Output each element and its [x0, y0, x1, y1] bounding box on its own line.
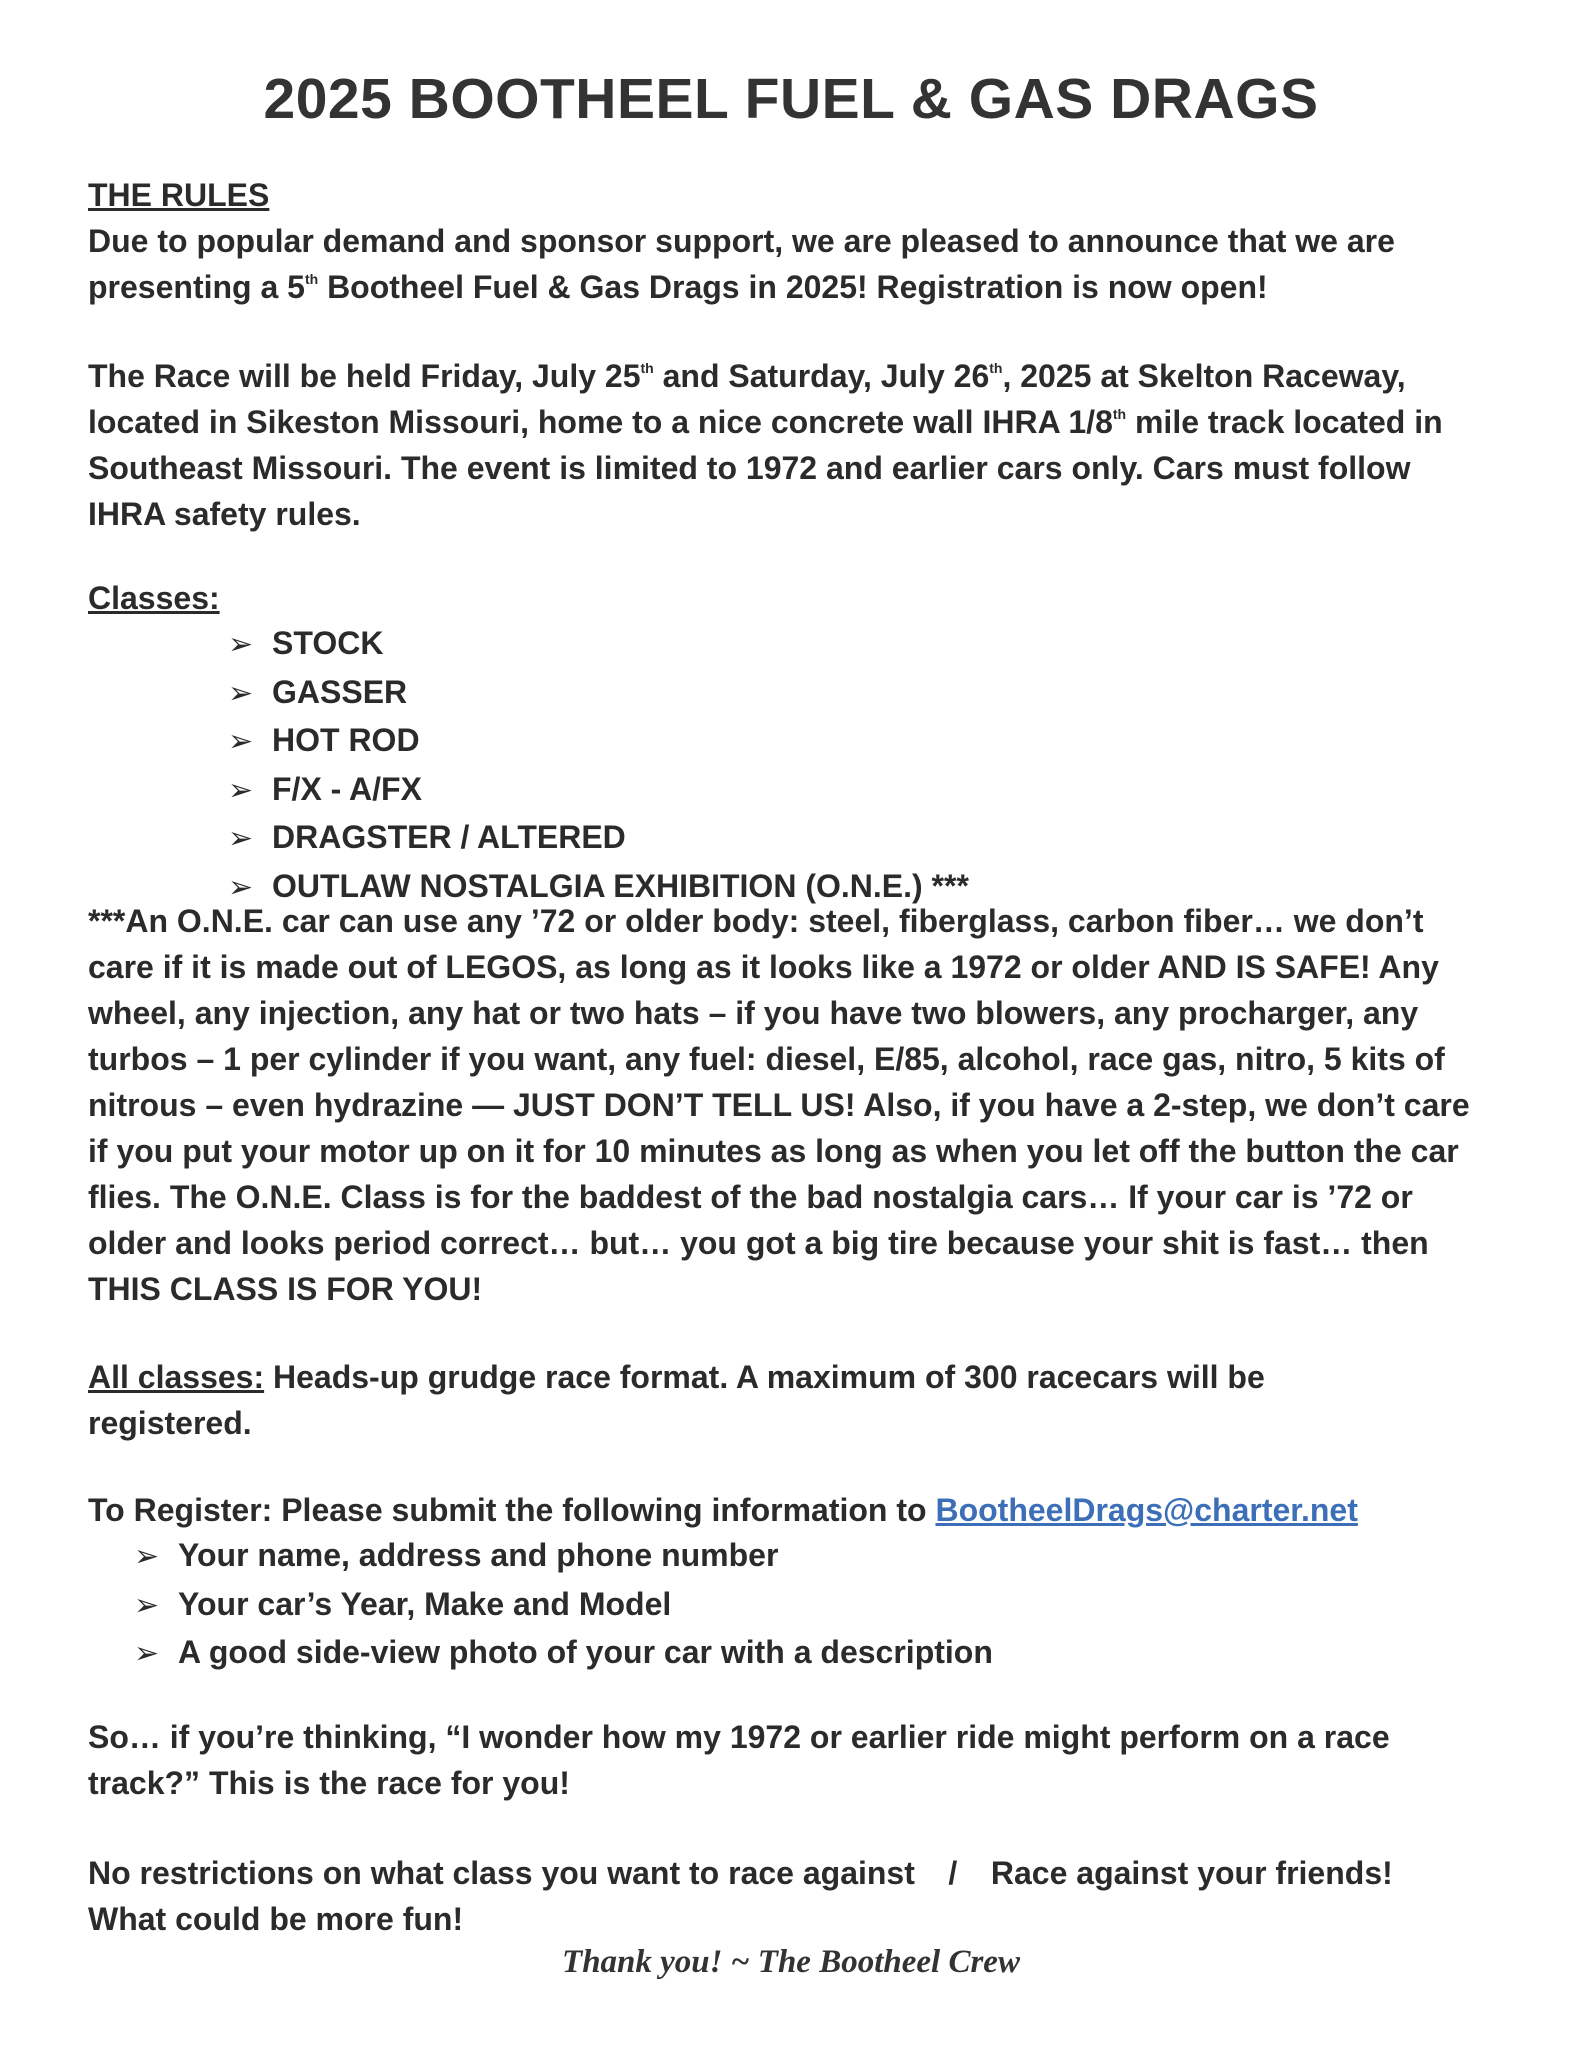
- register-item: Your name, address and phone number: [178, 1537, 779, 1573]
- all-classes-text: Heads-up grudge race format. A maximum of 300 racecars will be registered.: [88, 1359, 1265, 1441]
- race-info-text-1: The Race will be held Friday, July 25: [88, 358, 641, 394]
- list-item: [134, 1581, 993, 1630]
- rules-intro-ordinal: th: [304, 271, 319, 287]
- signoff: Thank you! ~ The Bootheel Crew: [562, 1944, 1020, 1980]
- list-item: [228, 766, 969, 815]
- closing-fun: What could be more fun!: [88, 1901, 464, 1937]
- arrowhead-bullet-icon: ➢: [228, 773, 254, 807]
- register-item: A good side-view photo of your car with a description: [178, 1634, 993, 1670]
- race-info-paragraph: [88, 353, 1458, 537]
- rules-intro-text-b: Bootheel Fuel & Gas Drags in 2025! Registration is now open!: [318, 269, 1268, 305]
- class-name: GASSER: [272, 673, 408, 710]
- rules-intro: [88, 218, 1508, 310]
- arrowhead-bullet-icon: ➢: [228, 676, 254, 710]
- all-classes-label: All classes:: [88, 1359, 265, 1395]
- register-item: Your car’s Year, Make and Model: [178, 1585, 672, 1622]
- class-name: F/X - A/FX: [272, 770, 422, 807]
- all-classes-paragraph: [88, 1354, 1388, 1446]
- class-name: OUTLAW NOSTALGIA EXHIBITION (O.N.E.) ***: [272, 867, 969, 904]
- arrowhead-bullet-icon: ➢: [134, 1540, 160, 1573]
- race-info-text-3: , 2025 at Skelton Raceway, located in Sikeston Missouri, home to a nice concrete wall IHRA 1/8: [88, 358, 1406, 440]
- race-friends-text: Race against your friends!: [990, 1855, 1393, 1891]
- list-item: [134, 1532, 993, 1581]
- arrowhead-bullet-icon: ➢: [228, 725, 254, 758]
- register-list: [134, 1532, 993, 1678]
- arrowhead-bullet-icon: ➢: [228, 870, 254, 904]
- register-text: To Register: Please submit the following information to: [88, 1492, 936, 1528]
- arrowhead-bullet-icon: ➢: [134, 1588, 160, 1622]
- no-restrictions-line: [88, 1850, 1508, 1896]
- no-restrictions-text: No restrictions on what class you want to race against: [88, 1855, 915, 1891]
- page-title: 2025 BOOTHEEL FUEL & GAS DRAGS: [263, 67, 1319, 131]
- list-item: [134, 1629, 993, 1678]
- arrowhead-bullet-icon: ➢: [228, 628, 254, 661]
- race-info-text-4: mile track located in Southeast Missouri. The event is limited to 1972 and earlier cars only. Cars must follow IHRA safety rules.: [88, 404, 1443, 532]
- one-class-description: ***An O.N.E. car can use any ’72 or older body: steel, fiberglass, carbon fiber… we don’t care if it is made out of LEGOS, as long as it looks like a 1972 or older AND IS SAFE! Any wheel, any injection, any hat or two hats – if you have two blowers, any procharger, any turbos – 1 per cylinder if you want, any fuel: diesel, E/85, alcohol, race gas, nitro, 5 kits of nitrous – even hydrazine — JUST DON’T TELL US! Also, if you have a 2-step, we don’t care if you put your motor up on it for 10 minutes as long as when you let off the button the car flies. The O.N.E. Class is for the baddest of the bad nostalgia cars… If your car is ’72 or older and looks period correct… but… you got a big tire because your shit is fast… then THIS CLASS IS FOR YOU!: [88, 903, 1470, 1307]
- classes-list: [228, 620, 969, 911]
- register-paragraph: [88, 1487, 1508, 1533]
- race-info-text-2: and Saturday, July 26: [653, 358, 990, 394]
- closing-thinking: So… if you’re thinking, “I wonder how my 1972 or earlier ride might perform on a race track?” This is the race for you!: [88, 1719, 1390, 1801]
- class-name: HOT ROD: [272, 722, 420, 758]
- list-item: [228, 669, 969, 718]
- arrowhead-bullet-icon: ➢: [228, 822, 254, 855]
- classes-heading: Classes:: [88, 580, 220, 616]
- list-item: [228, 814, 969, 863]
- register-email-link[interactable]: BootheelDrags@charter.net: [935, 1492, 1358, 1528]
- list-item: [228, 717, 969, 766]
- rules-intro-text-a: Due to popular demand and sponsor support, we are pleased to announce that we are presenting a 5: [88, 223, 1395, 305]
- rules-heading: THE RULES: [88, 177, 270, 213]
- separator: /: [948, 1855, 958, 1891]
- arrowhead-bullet-icon: ➢: [134, 1637, 160, 1670]
- race-info-ordinal-2: th: [989, 360, 1003, 376]
- list-item: [228, 620, 969, 669]
- class-name: DRAGSTER / ALTERED: [272, 819, 626, 855]
- class-name: STOCK: [272, 625, 384, 661]
- race-info-ordinal-3: th: [1112, 406, 1127, 422]
- race-info-ordinal-1: th: [640, 360, 654, 376]
